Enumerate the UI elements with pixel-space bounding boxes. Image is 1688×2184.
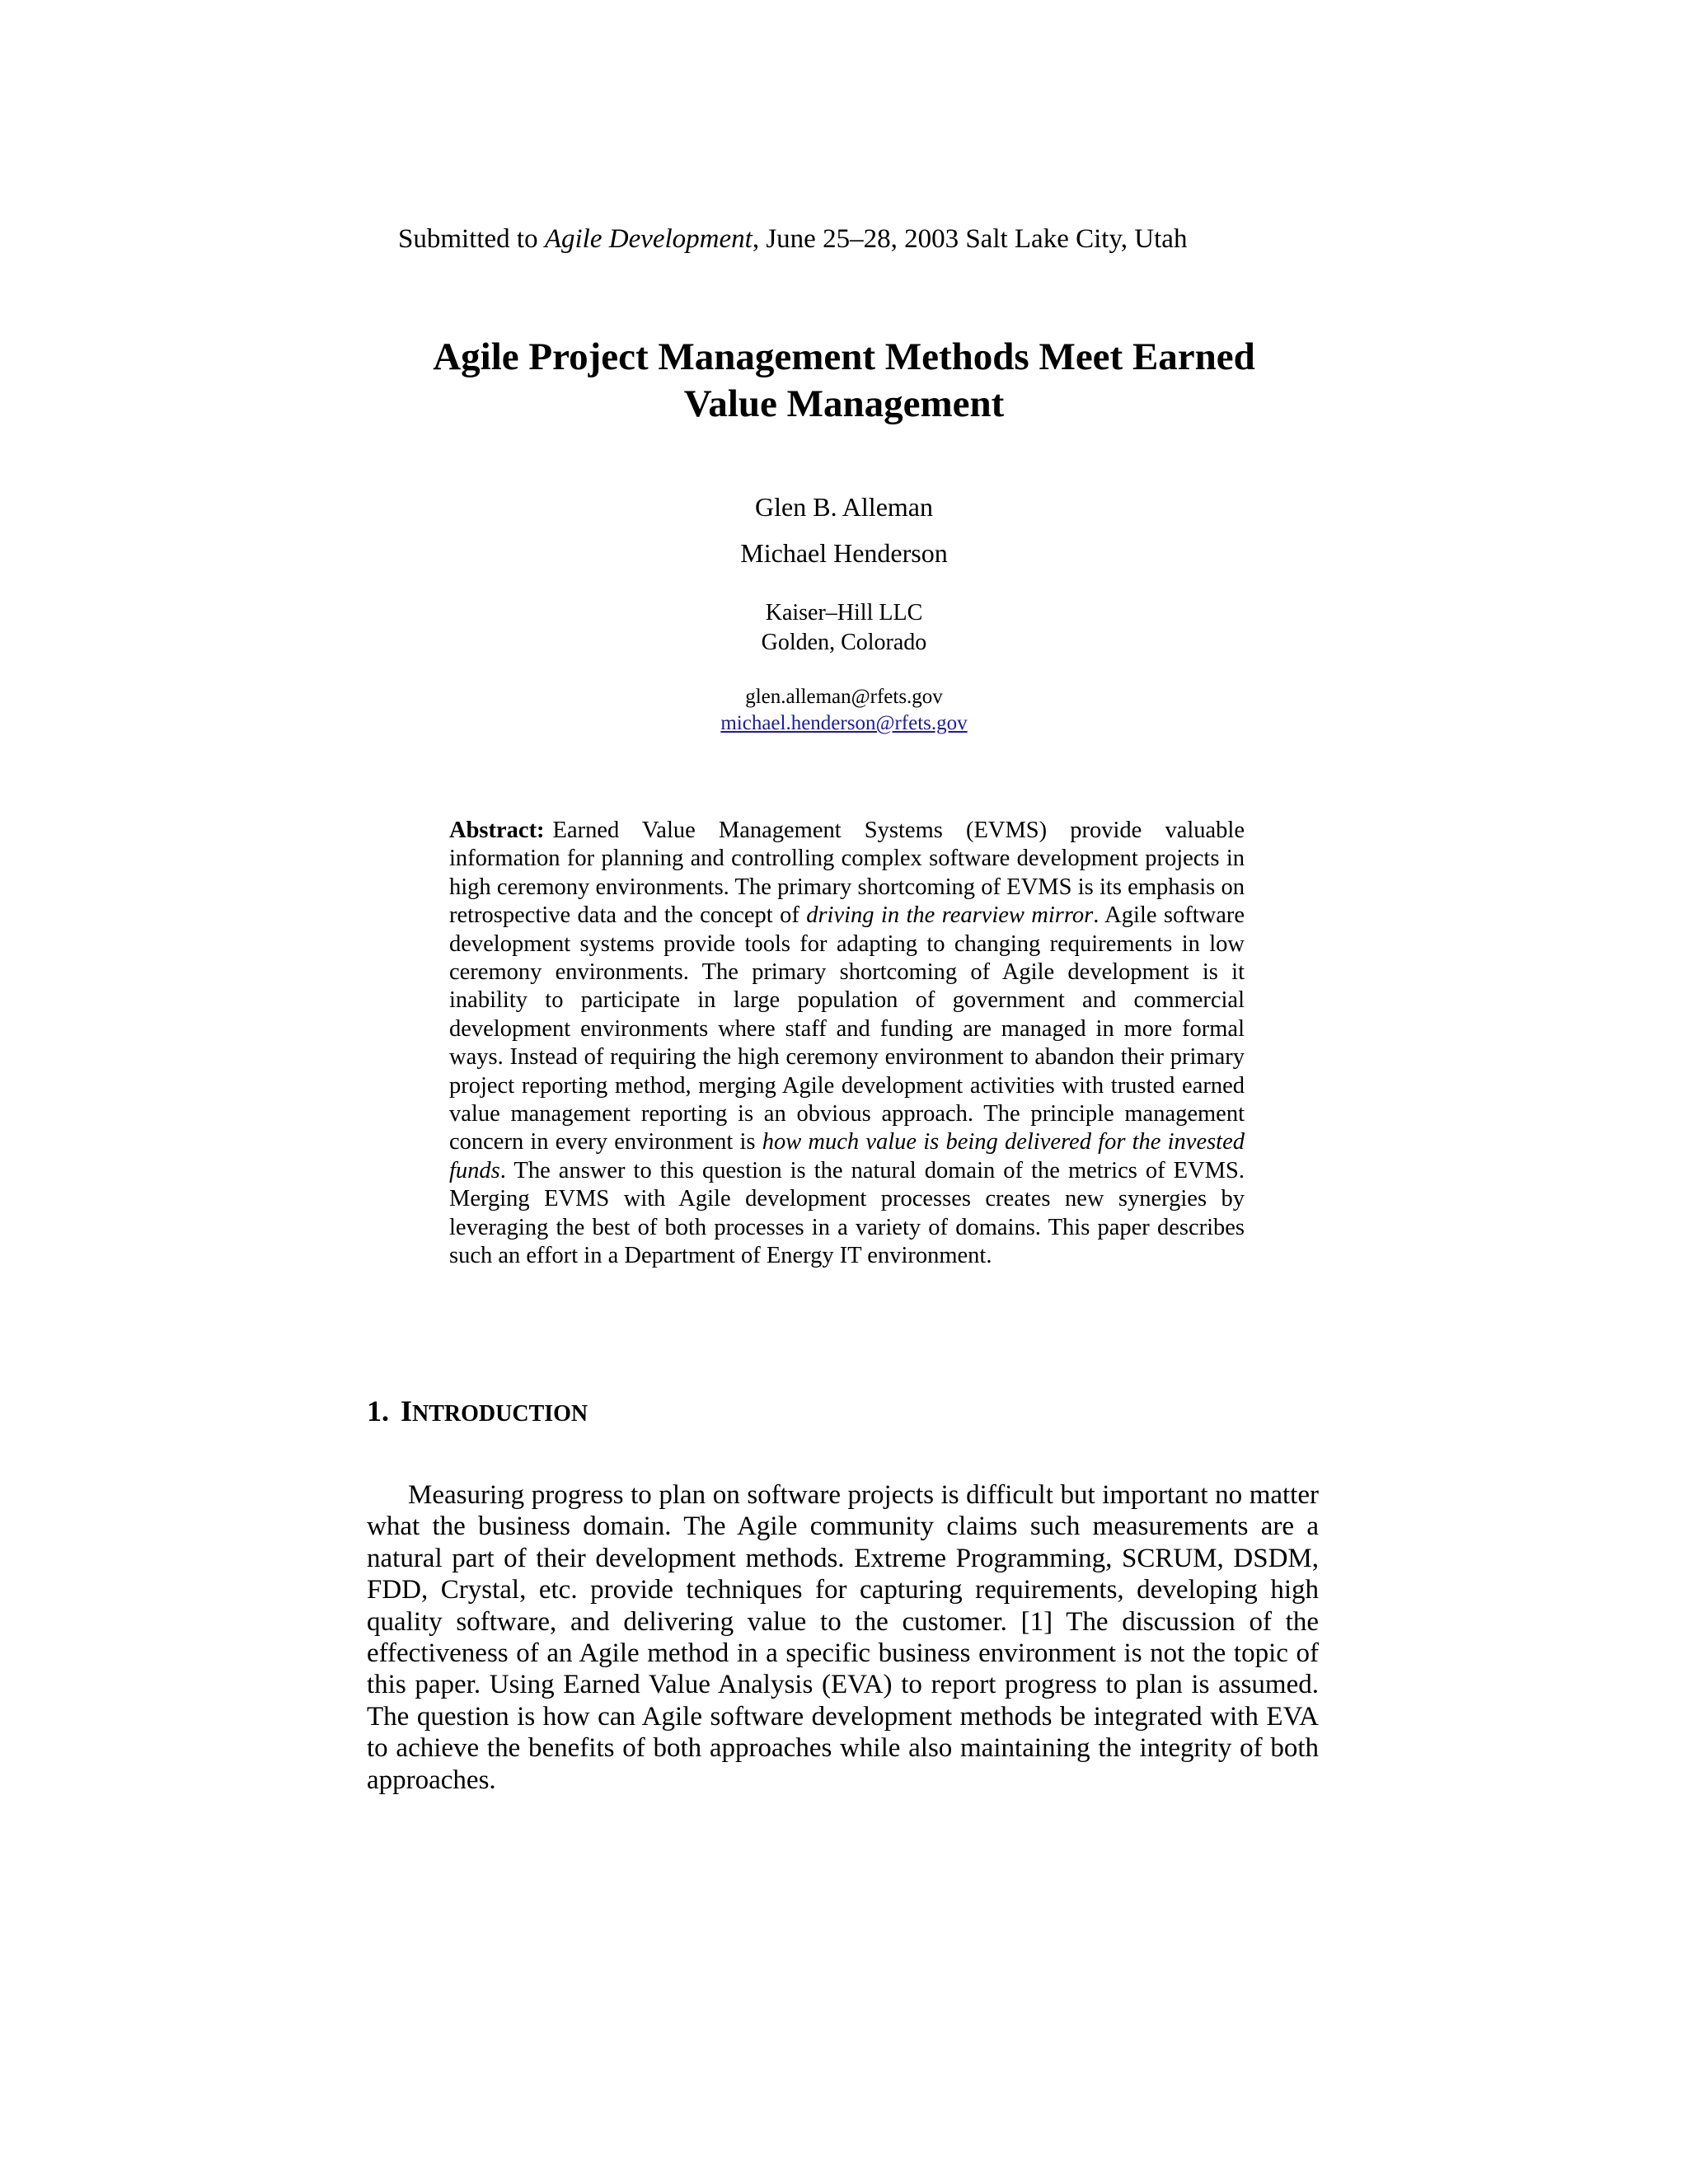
author-emails	[0, 684, 1688, 737]
section-title-initial: I	[401, 1394, 413, 1427]
title-line-2: Value Management	[683, 382, 1005, 425]
submission-prefix: Submitted to	[398, 224, 545, 254]
title-line-1: Agile Project Management Methods Meet Earned	[433, 335, 1255, 378]
affiliation-location: Golden, Colorado	[761, 630, 927, 655]
abstract-label: Abstract:	[449, 818, 545, 843]
submission-note	[398, 223, 1187, 255]
abstract-text-2: . Agile software development systems provide tools for adapting to changing requirements in low ceremony environments. The primary shortcoming of Agile development is it inability to participate in large population of government and commercial development environments where staff and funding are managed in more formal ways. Instead of requiring the high ceremony environment to abandon their primary project reporting method, merging Agile development activities with trusted earned value management reporting is an obvious approach. The principle management concern in every environment is	[449, 902, 1245, 1155]
paper-title	[0, 334, 1688, 428]
journal-name: Agile Development	[544, 224, 753, 254]
abstract	[449, 817, 1245, 1271]
author-2: Michael Henderson	[740, 538, 948, 568]
email-2-link[interactable]: michael.henderson@rfets.gov	[720, 712, 968, 734]
email-1: glen.alleman@rfets.gov	[745, 686, 943, 708]
abstract-italic-1: driving in the rearview mirror	[806, 902, 1094, 929]
abstract-text-3: . The answer to this question is the natural domain of the metrics of EVMS. Merging EVMS with Agile development processes creates new synergies by leveraging the best of both processes in a variety of domains. This paper describes such an effort in a Department of Energy IT environment.	[449, 1157, 1245, 1269]
abstract-text-1: Earned Value Management Systems (EVMS) provide valuable information for planning and controlling complex software development projects in high ceremony environments. The primary shortcoming of EVMS is its emphasis on retrospective data and the concept of	[449, 818, 1245, 929]
section-title-rest: NTRODUCTION	[412, 1401, 588, 1427]
author-1: Glen B. Alleman	[755, 492, 933, 522]
affiliation-organization: Kaiser–Hill LLC	[765, 600, 923, 626]
abstract-italic-2: how much value is being delivered for the invested funds	[449, 1129, 1245, 1183]
section-number: 1.	[367, 1394, 389, 1427]
submission-suffix: , June 25–28, 2003 Salt Lake City, Utah	[752, 224, 1188, 254]
section-heading-introduction	[367, 1393, 588, 1432]
affiliation	[0, 598, 1688, 658]
introduction-paragraph: Measuring progress to plan on software projects is difficult but important no matter what the business domain. The Agile community claims such measurements are a natural part of their development methods. Extreme Programming, SCRUM, DSDM, FDD, Crystal, etc. provide techniques for capturing requirements, developing high quality software, and delivering value to the customer. [1] The discussion of the effectiveness of an Agile method in a specific business environment is not the topic of this paper. Using Earned Value Analysis (EVA) to report progress to plan is assumed. The question is how can Agile software development methods be integrated with EVA to achieve the benefits of both approaches while also maintaining the integrity of both approaches.	[367, 1480, 1319, 1795]
